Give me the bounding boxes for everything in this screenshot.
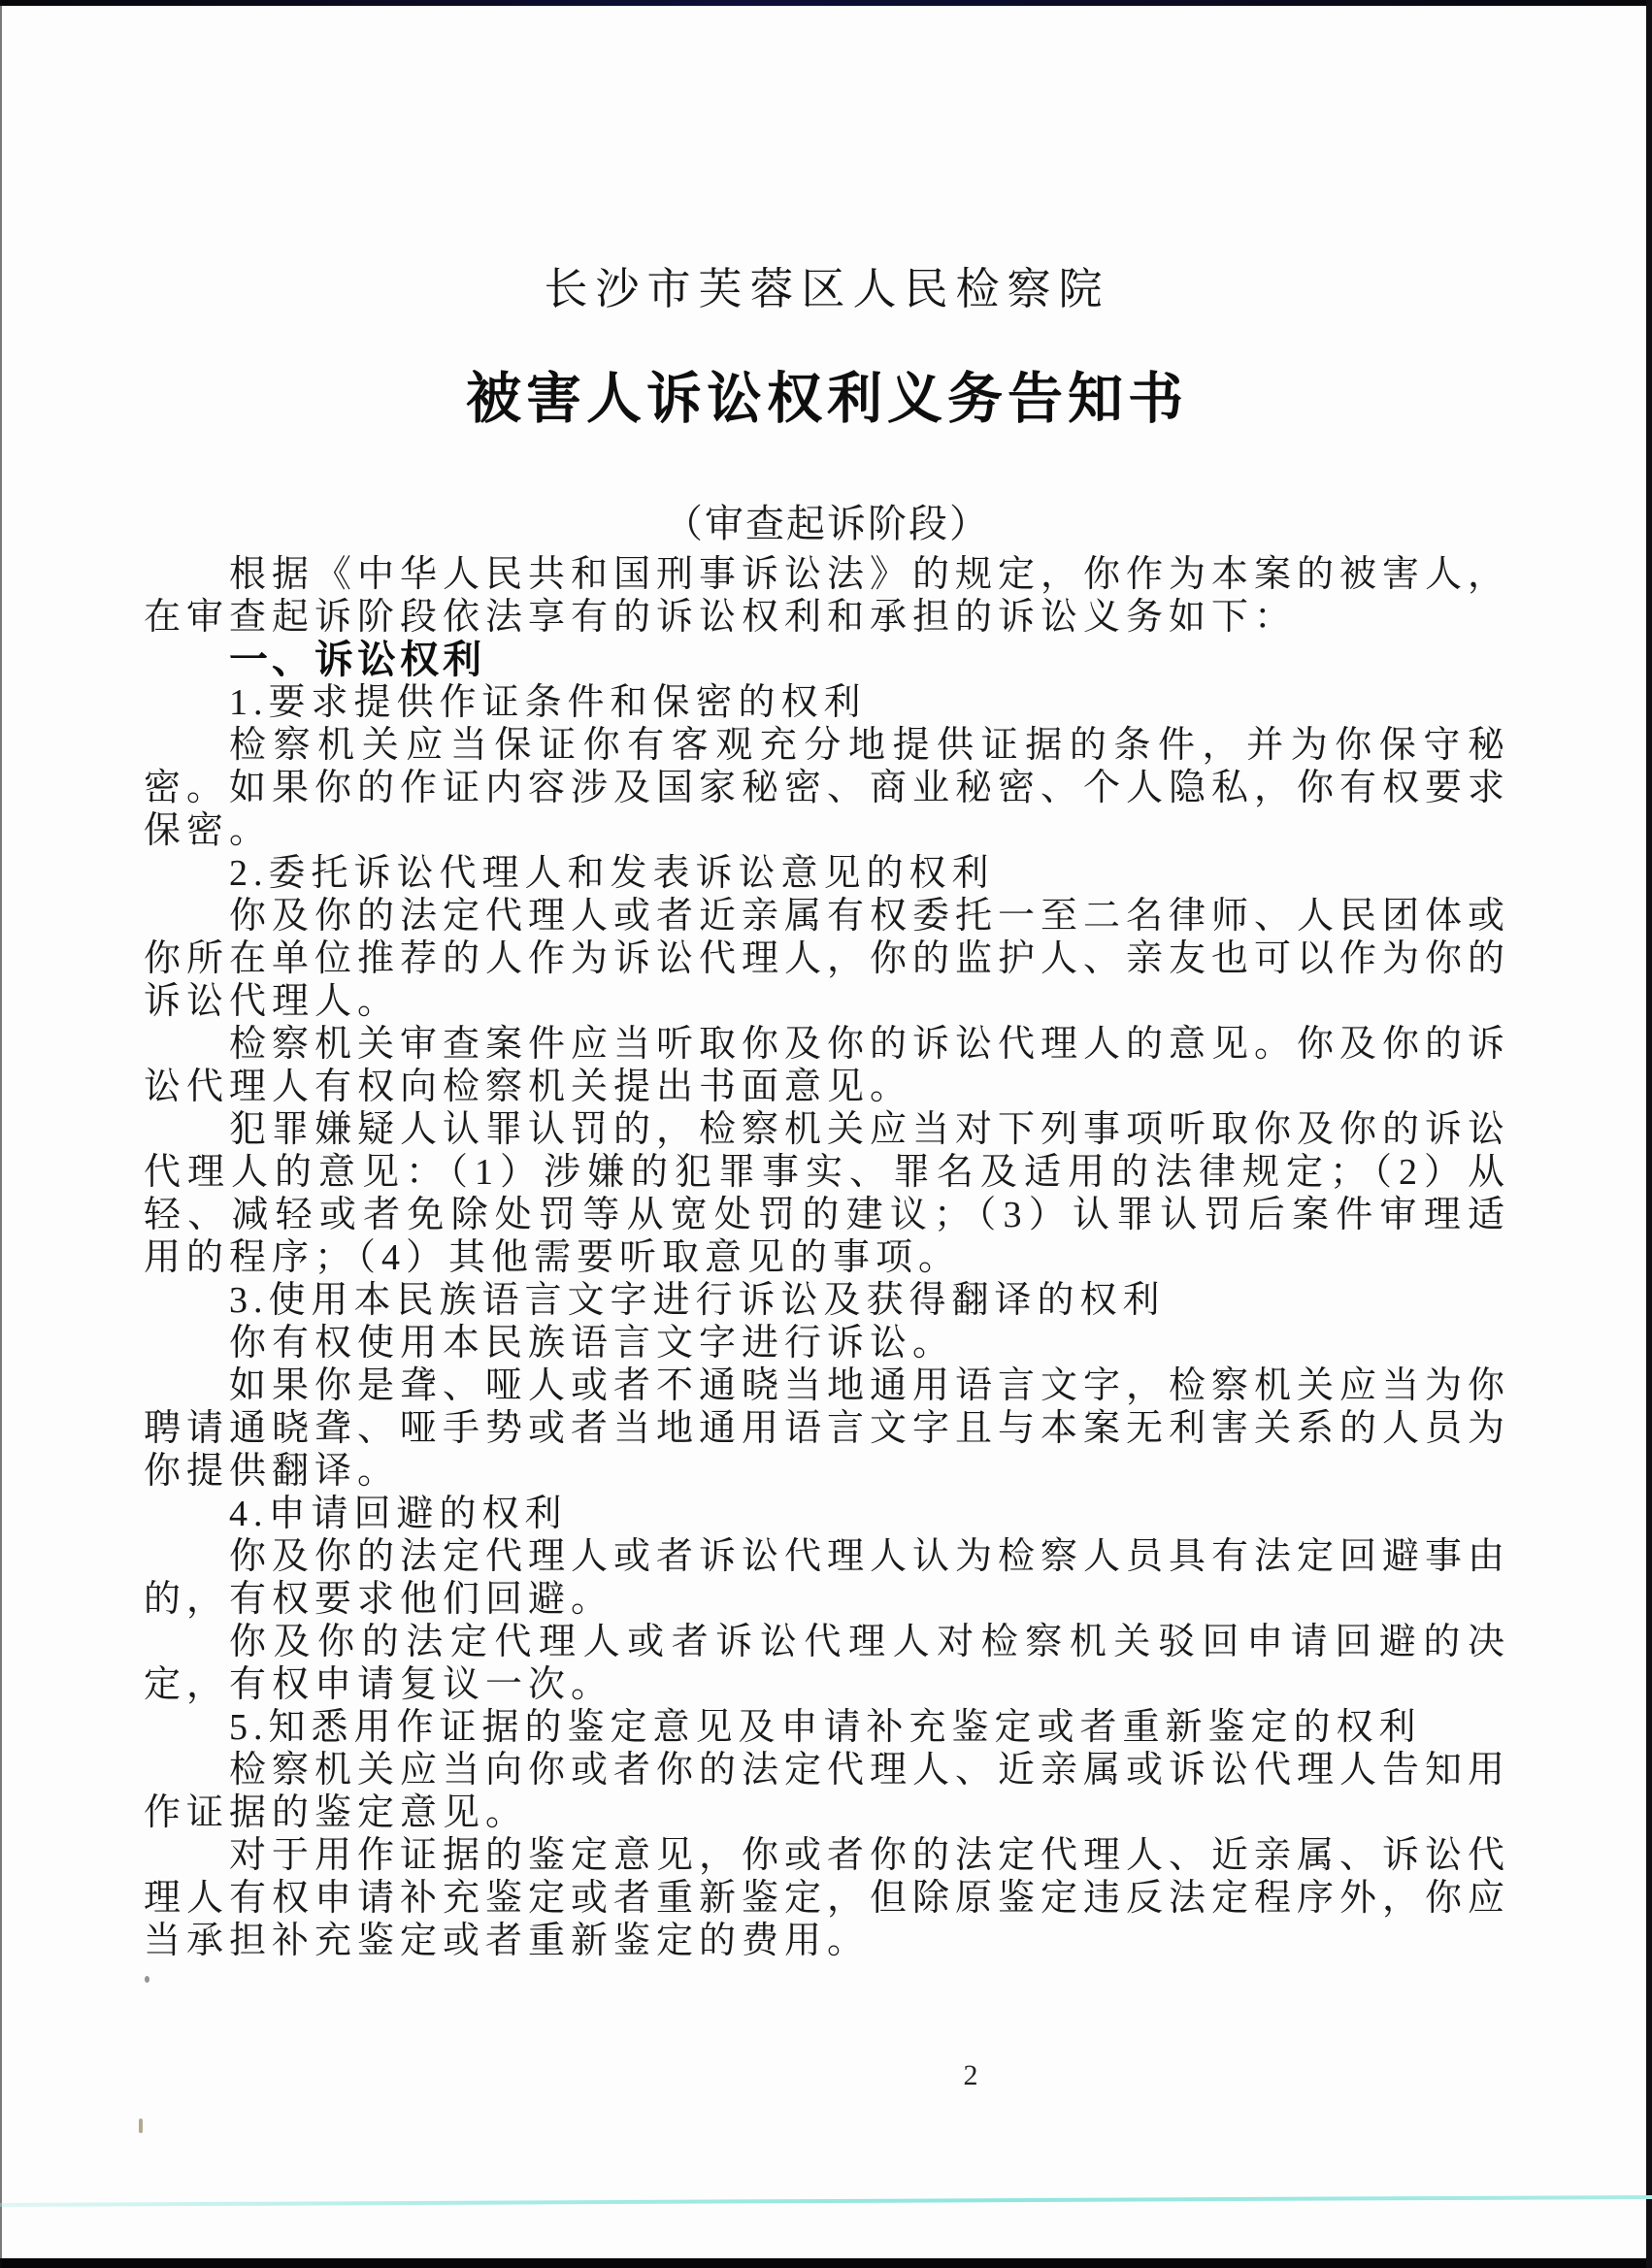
- right-item-heading: 2.委托诉讼代理人和发表诉讼意见的权利: [229, 853, 995, 894]
- scan-artifact-cyan-line: [0, 2195, 1652, 2207]
- right-item-heading: 1.要求提供作证条件和保密的权利: [229, 682, 867, 723]
- document-title: 被害人诉讼权利义务告知书: [466, 368, 1188, 430]
- intro-paragraph: 根据《中华人民共和国刑事诉讼法》的规定，你作为本案的被害人，在审查起诉阶段依法享有的诉讼权利和承担的诉讼义务如下：: [144, 554, 1511, 638]
- right-item-paragraph: 你及你的法定代理人或者诉讼代理人对检察机关驳回申请回避的决定，有权申请复议一次。: [144, 1622, 1510, 1705]
- right-item-paragraph: 你及你的法定代理人或者诉讼代理人认为检察人员具有法定回避事由的，有权要求他们回避。: [144, 1536, 1511, 1620]
- page-number: 2: [963, 2059, 978, 2091]
- stage-subtitle: （审查起诉阶段）: [664, 502, 990, 545]
- right-item-paragraph: 你及你的法定代理人或者近亲属有权委托一至二名律师、人民团体或你所在单位推荐的人作为诉讼代理人，你的监护人、亲友也可以作为你的诉讼代理人。: [144, 896, 1511, 1022]
- scan-border-left: [0, 0, 2, 2268]
- right-item-paragraph: 你有权使用本民族语言文字进行诉讼。: [229, 1323, 956, 1364]
- scan-border-right: [1646, 0, 1652, 2268]
- right-item-heading: 4.申请回避的权利: [229, 1494, 568, 1534]
- right-item-heading: 3.使用本民族语言文字进行诉讼及获得翻译的权利: [229, 1280, 1166, 1321]
- right-item-heading: 5.知悉用作证据的鉴定意见及申请补充鉴定或者重新鉴定的权利: [229, 1707, 1422, 1748]
- scan-artifact-speck: [145, 1976, 149, 1983]
- scan-artifact-speck: [139, 2119, 143, 2133]
- right-item-paragraph: 检察机关应当保证你有客观充分地提供证据的条件，并为你保守秘密。如果你的作证内容涉及国家秘密、商业秘密、个人隐私，你有权要求保密。: [144, 725, 1511, 851]
- document-content: [144, 0, 1511, 2091]
- scan-border-bottom: [0, 2258, 1652, 2268]
- scan-border-top: [0, 0, 1652, 6]
- right-item-paragraph: 如果你是聋、哑人或者不通晓当地通用语言文字，检察机关应当为你聘请通晓聋、哑手势或者当地通用语言文字且与本案无利害关系的人员为你提供翻译。: [144, 1365, 1511, 1492]
- rights-list: [144, 681, 1510, 1962]
- right-item-paragraph: 对于用作证据的鉴定意见，你或者你的法定代理人、近亲属、诉讼代理人有权申请补充鉴定或者重新鉴定，但除原鉴定违反法定程序外，你应当承担补充鉴定或者重新鉴定的费用。: [144, 1835, 1511, 1961]
- issuing-organization: 长沙市芙蓉区人民检察院: [544, 265, 1110, 313]
- right-item-paragraph: 犯罪嫌疑人认罪认罚的，检察机关应当对下列事项听取你及你的诉讼代理人的意见：（1）涉嫌的犯罪事实、罪名及适用的法律规定；（2）从轻、减轻或者免除处罚等从宽处罚的建议；（3）认罪认罚后案件审理适用的程序；（4）其他需要听取意见的事项。: [144, 1109, 1511, 1278]
- right-item-paragraph: 检察机关应当向你或者你的法定代理人、近亲属或诉讼代理人告知用作证据的鉴定意见。: [144, 1750, 1511, 1833]
- document-body: [144, 553, 1510, 1962]
- section-heading-rights: 一、诉讼权利: [229, 639, 485, 681]
- right-item-paragraph: 检察机关审查案件应当听取你及你的诉讼代理人的意见。你及你的诉讼代理人有权向检察机关提出书面意见。: [144, 1024, 1511, 1107]
